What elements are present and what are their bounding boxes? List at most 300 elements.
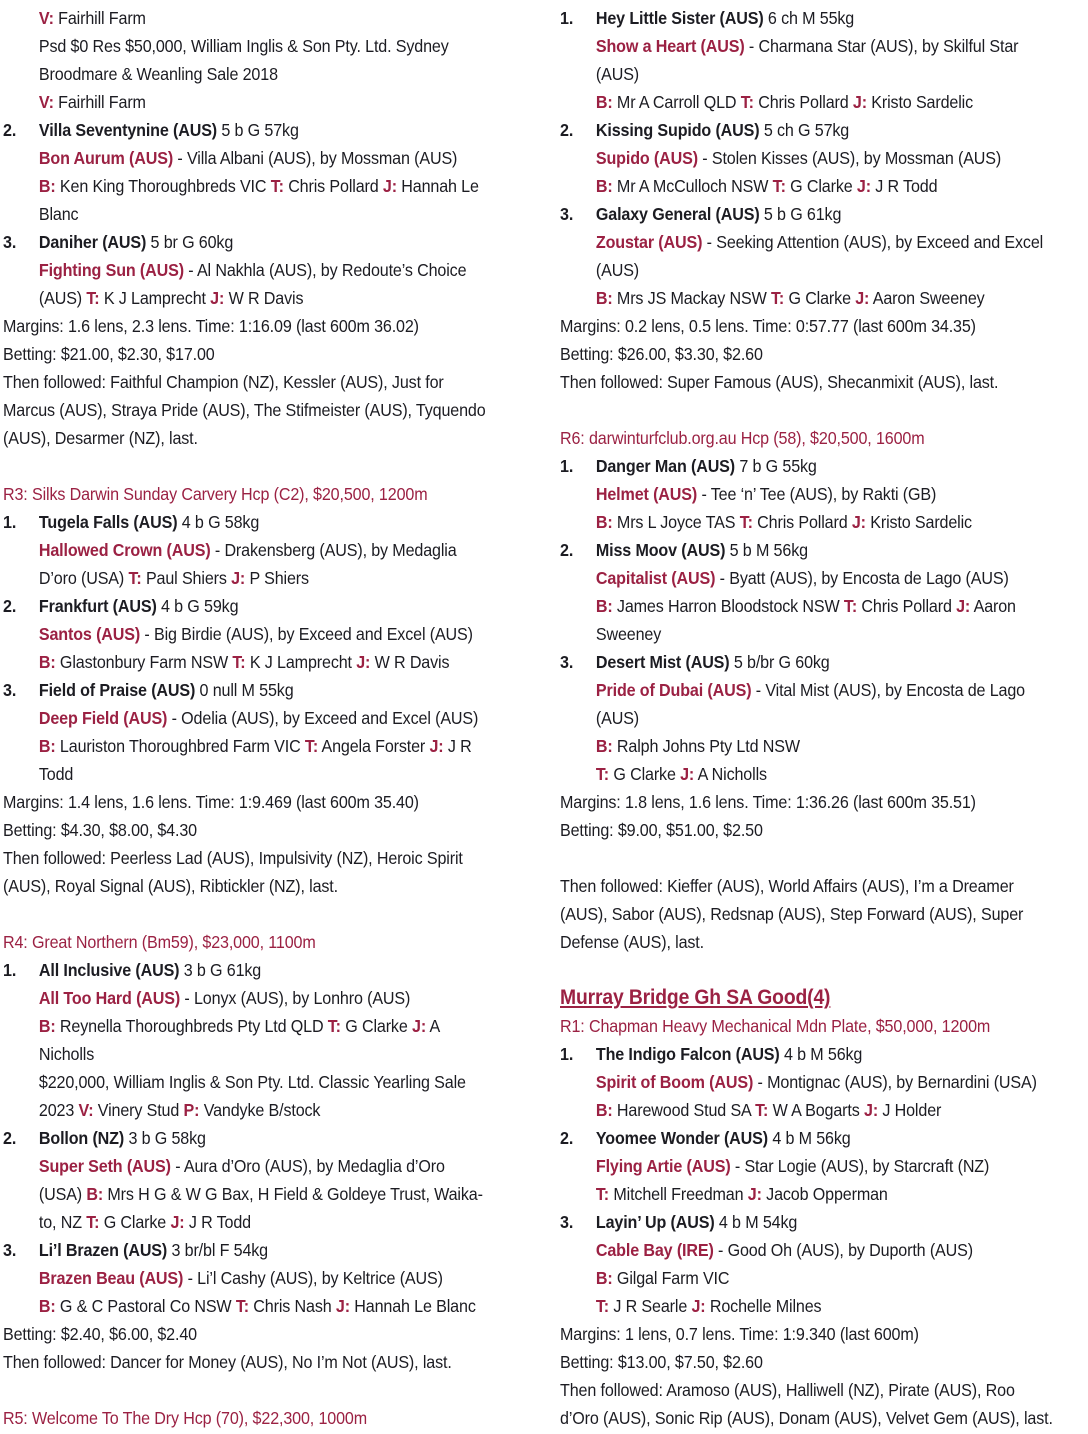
text-segment: Lauriston Thoroughbred Farm VIC <box>55 736 305 756</box>
text-segment: Bollon (NZ) <box>38 1128 125 1148</box>
text-segment: B: <box>595 596 613 616</box>
text-segment: D’oro (USA) <box>38 568 129 588</box>
result-entry-line <box>560 116 1046 144</box>
text-segment: Harewood Stud SA <box>612 1100 756 1120</box>
result-entry-line <box>560 452 1046 480</box>
text-segment: T: <box>595 764 610 784</box>
text-segment: Zoustar (AUS) <box>595 232 703 252</box>
blank-line <box>560 396 1046 424</box>
text-segment: Santos (AUS) <box>38 624 141 644</box>
text-segment: Betting: $4.30, $8.00, $4.30 <box>3 820 197 840</box>
text-segment: - Tee ‘n’ Tee (AUS), by Rakti (GB) <box>697 484 937 504</box>
entry-detail-line <box>560 480 1046 508</box>
text-segment: Psd $0 Res $50,000, William Inglis & Son Pty. Ltd. Sydney <box>38 36 449 56</box>
text-segment: R3: Silks Darwin Sunday Carvery Hcp (C2), $20,500, 1200m <box>3 484 428 504</box>
text-segment: Margins: 1.8 lens, 1.6 lens. Time: 1:36.26 (last 600m 35.51) <box>560 792 976 812</box>
text-segment: Vinery Stud <box>93 1100 184 1120</box>
text-segment: T: <box>270 176 284 196</box>
text-segment: T: <box>770 288 785 308</box>
text-segment: Chris Nash <box>248 1296 336 1316</box>
race-header <box>3 1404 511 1432</box>
text-segment: J Holder <box>878 1100 942 1120</box>
text-segment: Kristo Sardelic <box>866 92 974 112</box>
text-segment: (USA) <box>38 1184 87 1204</box>
entry-detail-line <box>560 760 1046 788</box>
text-segment: J: <box>855 288 870 308</box>
text-segment: G Clarke <box>609 764 681 784</box>
text-segment: J: <box>747 1184 762 1204</box>
entry-detail-line <box>560 508 1046 536</box>
text-segment: V: <box>38 8 54 28</box>
text-segment: Daniher (AUS) <box>38 232 147 252</box>
entry-number: 2. <box>560 120 574 140</box>
entry-number: 2. <box>560 540 574 560</box>
text-segment: d’Oro (AUS), Sonic Rip (AUS), Donam (AUS), Velvet Gem (AUS), last. <box>560 1408 1053 1428</box>
entry-detail-line <box>3 1040 511 1068</box>
text-segment: J R Todd <box>870 176 938 196</box>
text-segment: Supido (AUS) <box>595 148 698 168</box>
text-segment: Betting: $26.00, $3.30, $2.60 <box>560 344 763 364</box>
text-segment: W R Davis <box>224 288 304 308</box>
race-summary-line <box>560 788 1046 816</box>
text-segment: J: <box>382 176 397 196</box>
entry-number: 2. <box>3 596 17 616</box>
entry-number: 3. <box>560 1212 574 1232</box>
text-segment: J: <box>691 1296 706 1316</box>
result-entry-line <box>3 676 511 704</box>
entry-detail-line <box>3 144 511 172</box>
text-segment: R1: Chapman Heavy Mechanical Mdn Plate, $50,000, 1200m <box>560 1016 991 1036</box>
blank-line <box>3 452 511 480</box>
text-segment: J R Searle <box>609 1296 692 1316</box>
entry-detail-line <box>560 564 1046 592</box>
text-segment: Betting: $21.00, $2.30, $17.00 <box>3 344 215 364</box>
text-segment: (AUS) <box>595 260 640 280</box>
text-segment: Gilgal Farm VIC <box>612 1268 730 1288</box>
result-entry-line <box>3 956 511 984</box>
text-segment: (AUS) <box>38 288 87 308</box>
text-segment: T: <box>235 1296 249 1316</box>
entry-number: 1. <box>3 960 17 980</box>
text-segment: W A Bogarts <box>768 1100 865 1120</box>
race-summary-line <box>3 844 511 872</box>
text-segment: 4 b M 56kg <box>767 1128 851 1148</box>
text-segment: Reynella Thoroughbreds Pty Ltd QLD <box>55 1016 328 1036</box>
text-segment: - Stolen Kisses (AUS), by Mossman (AUS) <box>697 148 1002 168</box>
race-summary-line <box>560 312 1046 340</box>
entry-detail-line <box>3 1264 511 1292</box>
race-summary-line <box>3 816 511 844</box>
entry-detail-line <box>560 1292 1046 1320</box>
text-segment: Bon Aurum (AUS) <box>38 148 174 168</box>
entry-detail-line <box>560 144 1046 172</box>
entry-detail-line <box>560 256 1046 284</box>
text-segment: Mrs JS Mackay NSW <box>612 288 771 308</box>
text-segment: G Clarke <box>340 1016 413 1036</box>
text-segment: J: <box>356 652 371 672</box>
result-entry-line <box>560 1124 1046 1152</box>
text-segment: - Odelia (AUS), by Exceed and Excel (AUS) <box>167 708 479 728</box>
blank-line <box>560 956 1046 984</box>
text-segment: Pride of Dubai (AUS) <box>595 680 752 700</box>
entry-detail-line <box>560 592 1046 620</box>
text-segment: K J Lamprecht <box>245 652 357 672</box>
text-segment: Then followed: Super Famous (AUS), Shecanmixit (AUS), last. <box>560 372 999 392</box>
text-segment: Hallowed Crown (AUS) <box>38 540 211 560</box>
entry-detail-line <box>3 732 511 760</box>
entry-number: 3. <box>3 680 17 700</box>
text-segment: Aaron <box>970 596 1016 616</box>
text-segment: Angela Forster <box>318 736 430 756</box>
text-segment: Vandyke B/stock <box>199 1100 321 1120</box>
text-segment: $220,000, William Inglis & Son Pty. Ltd. Classic Yearling Sale <box>38 1072 466 1092</box>
text-segment: Then followed: Peerless Lad (AUS), Impulsivity (NZ), Heroic Spirit <box>3 848 463 868</box>
text-segment: (AUS), Desarmer (NZ), last. <box>3 428 198 448</box>
entry-detail-line <box>3 536 511 564</box>
entry-detail-line <box>3 32 511 60</box>
race-summary-line <box>560 1348 1046 1376</box>
text-segment: A Nicholls <box>694 764 767 784</box>
entry-number: 3. <box>3 232 17 252</box>
race-summary-line <box>560 1320 1046 1348</box>
race-header <box>3 928 511 956</box>
text-segment: Then followed: Dancer for Money (AUS), No I’m Not (AUS), last. <box>3 1352 452 1372</box>
entry-detail-line <box>3 256 511 284</box>
text-segment: 4 b G 58kg <box>177 512 260 532</box>
text-segment: V: <box>78 1100 94 1120</box>
text-segment: A <box>426 1016 441 1036</box>
text-segment: Super Seth (AUS) <box>38 1156 171 1176</box>
text-segment: T: <box>772 176 786 196</box>
entry-detail-line <box>560 60 1046 88</box>
text-segment: B: <box>38 1296 56 1316</box>
entry-detail-line <box>560 1180 1046 1208</box>
text-segment: J: <box>680 764 695 784</box>
entry-detail-line <box>560 620 1046 648</box>
text-segment: B: <box>595 1268 613 1288</box>
entry-number: 3. <box>3 1240 17 1260</box>
text-segment: 5 b G 57kg <box>217 120 299 140</box>
text-segment: Ken King Thoroughbreds VIC <box>55 176 271 196</box>
text-segment: Margins: 1.6 lens, 2.3 lens. Time: 1:16.09 (last 600m 36.02) <box>3 316 419 336</box>
race-summary-line <box>3 1348 511 1376</box>
text-segment: James Harron Bloodstock NSW <box>612 596 844 616</box>
result-entry-line <box>560 648 1046 676</box>
text-segment: J: <box>210 288 225 308</box>
race-header <box>560 1012 1046 1040</box>
entry-detail-line <box>3 88 511 116</box>
entry-detail-line <box>560 284 1046 312</box>
text-segment: Danger Man (AUS) <box>595 456 736 476</box>
text-segment: - Aura d’Oro (AUS), by Medaglia d’Oro <box>170 1156 445 1176</box>
entry-detail-line <box>3 1012 511 1040</box>
text-segment: Mitchell Freedman <box>609 1184 748 1204</box>
text-segment: (AUS) <box>595 708 640 728</box>
text-segment: 5 ch G 57kg <box>759 120 850 140</box>
text-segment: 5 b M 56kg <box>725 540 808 560</box>
race-summary-line <box>560 872 1046 900</box>
result-entry-line <box>560 1208 1046 1236</box>
race-summary-line <box>3 788 511 816</box>
text-segment: - Al Nakhla (AUS), by Redoute’s Choice <box>183 260 467 280</box>
text-segment: B: <box>595 736 613 756</box>
text-segment: V: <box>38 92 54 112</box>
text-segment: Margins: 1.4 lens, 1.6 lens. Time: 1:9.469 (last 600m 35.40) <box>3 792 419 812</box>
text-segment: - Big Birdie (AUS), by Exceed and Excel (AUS) <box>140 624 473 644</box>
text-segment: B: <box>38 652 56 672</box>
text-segment: K J Lamprecht <box>99 288 211 308</box>
text-segment: J: <box>412 1016 427 1036</box>
text-segment: 5 b G 61kg <box>759 204 842 224</box>
text-segment: Field of Praise (AUS) <box>38 680 196 700</box>
text-segment: All Too Hard (AUS) <box>38 988 181 1008</box>
text-segment: B: <box>38 1016 56 1036</box>
text-segment: 3 b G 61kg <box>179 960 262 980</box>
text-segment: B: <box>86 1184 104 1204</box>
entry-number: 3. <box>560 652 574 672</box>
entry-detail-line <box>560 32 1046 60</box>
text-segment: Brazen Beau (AUS) <box>38 1268 184 1288</box>
result-entry-line <box>560 200 1046 228</box>
text-segment: (AUS) <box>595 64 640 84</box>
text-segment: Blanc <box>38 204 79 224</box>
entry-detail-line <box>3 172 511 200</box>
text-segment: T: <box>755 1100 769 1120</box>
race-summary-line <box>3 1320 511 1348</box>
entry-detail-line <box>560 704 1046 732</box>
entry-detail-line <box>560 1152 1046 1180</box>
text-segment: 5 b/br G 60kg <box>729 652 830 672</box>
entry-detail-line <box>3 760 511 788</box>
text-segment: 4 b M 54kg <box>714 1212 798 1232</box>
text-segment: 5 br G 60kg <box>146 232 234 252</box>
text-segment: Kissing Supido (AUS) <box>595 120 760 140</box>
result-entry-line <box>560 4 1046 32</box>
entry-number: 1. <box>3 512 17 532</box>
text-segment: T: <box>595 1184 610 1204</box>
entry-detail-line <box>3 564 511 592</box>
text-segment: Layin’ Up (AUS) <box>595 1212 715 1232</box>
text-segment: Betting: $13.00, $7.50, $2.60 <box>560 1352 763 1372</box>
text-segment: Capitalist (AUS) <box>595 568 716 588</box>
text-segment: (AUS), Sabor (AUS), Redsnap (AUS), Step Forward (AUS), Super <box>560 904 1024 924</box>
entry-detail-line <box>3 704 511 732</box>
text-segment: 7 b G 55kg <box>735 456 817 476</box>
text-segment: J: <box>429 736 444 756</box>
text-segment: Hannah Le <box>396 176 479 196</box>
result-entry-line <box>3 1236 511 1264</box>
text-segment: - Star Logie (AUS), by Starcraft (NZ) <box>730 1156 990 1176</box>
text-segment: Aaron Sweeney <box>869 288 985 308</box>
text-segment: T: <box>740 92 754 112</box>
entry-number: 1. <box>560 8 574 28</box>
race-summary-line <box>3 312 511 340</box>
text-segment: T: <box>739 512 753 532</box>
text-segment: R6: darwinturfclub.org.au Hcp (58), $20,500, 1600m <box>560 428 925 448</box>
entry-detail-line <box>3 284 511 312</box>
entry-number: 2. <box>560 1128 574 1148</box>
result-entry-line <box>3 228 511 256</box>
entry-detail-line <box>3 984 511 1012</box>
left-column <box>3 4 555 1432</box>
entry-detail-line <box>3 648 511 676</box>
text-segment: Hannah Le Blanc <box>349 1296 476 1316</box>
race-summary-line <box>560 1404 1053 1432</box>
text-segment: 6 ch M 55kg <box>763 8 855 28</box>
text-segment: P Shiers <box>245 568 309 588</box>
result-entry-line <box>3 592 511 620</box>
text-segment: Li’l Brazen (AUS) <box>38 1240 168 1260</box>
text-segment: (AUS), Royal Signal (AUS), Ribtickler (NZ), last. <box>3 876 338 896</box>
text-segment: - Good Oh (AUS), by Duporth (AUS) <box>713 1240 973 1260</box>
text-segment: J: <box>852 92 867 112</box>
text-segment: Cable Bay (IRE) <box>595 1240 714 1260</box>
text-segment: Fighting Sun (AUS) <box>38 260 184 280</box>
text-segment: Ralph Johns Pty Ltd NSW <box>612 736 800 756</box>
text-segment: Spirit of Boom (AUS) <box>595 1072 754 1092</box>
text-segment: B: <box>595 1100 613 1120</box>
text-segment: Chris Pollard <box>752 512 852 532</box>
text-segment: Mrs L Joyce TAS <box>612 512 740 532</box>
text-segment: - Byatt (AUS), by Encosta de Lago (AUS) <box>715 568 1009 588</box>
text-segment: - Charmana Star (AUS), by Skilful Star <box>744 36 1019 56</box>
text-segment: Deep Field (AUS) <box>38 708 168 728</box>
text-segment: Helmet (AUS) <box>595 484 698 504</box>
entry-detail-line <box>3 620 511 648</box>
text-segment: J: <box>851 512 866 532</box>
result-entry-line <box>560 1040 1046 1068</box>
text-segment: 4 b M 56kg <box>779 1044 863 1064</box>
result-entry-line <box>3 1124 511 1152</box>
text-segment: R4: Great Northern (Bm59), $23,000, 1100m <box>3 932 316 952</box>
text-segment: Villa Seventynine (AUS) <box>38 120 218 140</box>
race-summary-line <box>3 872 511 900</box>
text-segment: All Inclusive (AUS) <box>38 960 180 980</box>
text-segment: Tugela Falls (AUS) <box>38 512 178 532</box>
text-segment: Mr A McCulloch NSW <box>612 176 773 196</box>
blank-line <box>3 900 511 928</box>
text-segment: T: <box>327 1016 341 1036</box>
race-header <box>3 480 511 508</box>
blank-line <box>3 1376 511 1404</box>
entry-number: 2. <box>3 120 17 140</box>
text-segment: to, NZ <box>38 1212 87 1232</box>
race-header <box>560 424 1046 452</box>
entry-detail-line <box>560 1236 1046 1264</box>
right-column <box>560 4 1088 1432</box>
entry-detail-line <box>3 1068 511 1096</box>
text-segment: - Drakensberg (AUS), by Medaglia <box>210 540 457 560</box>
result-entry-line <box>560 536 1046 564</box>
text-segment: - Villa Albani (AUS), by Mossman (AUS) <box>173 148 458 168</box>
text-segment: Jacob Opperman <box>761 1184 888 1204</box>
text-segment: Kristo Sardelic <box>865 512 972 532</box>
race-summary-line <box>560 928 1046 956</box>
entry-number: 1. <box>560 456 574 476</box>
text-segment: Hey Little Sister (AUS) <box>595 8 764 28</box>
entry-detail-line <box>3 1292 511 1320</box>
text-segment: Betting: $2.40, $6.00, $2.40 <box>3 1324 197 1344</box>
text-segment: Mrs H G & W G Bax, H Field & Goldeye Trust, Waika- <box>103 1184 483 1204</box>
entry-detail-line <box>560 1096 1046 1124</box>
text-segment: J: <box>864 1100 879 1120</box>
text-segment: Margins: 0.2 lens, 0.5 lens. Time: 0:57.77 (last 600m 34.35) <box>560 316 976 336</box>
text-segment: Miss Moov (AUS) <box>595 540 726 560</box>
text-segment: R5: Welcome To The Dry Hcp (70), $22,300, 1000m <box>3 1408 368 1428</box>
text-segment: Chris Pollard <box>857 596 957 616</box>
text-segment: J: <box>956 596 971 616</box>
race-summary-line <box>560 368 1046 396</box>
text-segment: B: <box>595 92 613 112</box>
text-segment: Glastonbury Farm NSW <box>55 652 233 672</box>
text-segment: - Li’l Cashy (AUS), by Keltrice (AUS) <box>183 1268 443 1288</box>
text-segment: Then followed: Kieffer (AUS), World Affairs (AUS), I’m a Dreamer <box>560 876 1014 896</box>
entry-number: 1. <box>560 1044 574 1064</box>
entry-detail-line <box>3 1152 511 1180</box>
entry-detail-line <box>560 732 1046 760</box>
entry-detail-line <box>3 4 511 32</box>
text-segment: J R <box>443 736 472 756</box>
text-segment: W R Davis <box>370 652 450 672</box>
text-segment: B: <box>595 176 613 196</box>
text-segment: 3 b G 58kg <box>124 1128 206 1148</box>
blank-line <box>560 844 1046 872</box>
entry-detail-line <box>3 60 511 88</box>
text-segment: T: <box>128 568 142 588</box>
text-segment: Todd <box>38 764 74 784</box>
text-segment: - Seeking Attention (AUS), by Exceed and Excel <box>702 232 1044 252</box>
text-segment: G Clarke <box>785 176 857 196</box>
text-segment: Chris Pollard <box>753 92 853 112</box>
text-segment: - Vital Mist (AUS), by Encosta de Lago <box>751 680 1025 700</box>
meeting-header[interactable] <box>560 984 1046 1012</box>
text-segment: Galaxy General (AUS) <box>595 204 760 224</box>
text-segment: Nicholls <box>38 1044 95 1064</box>
race-summary-line <box>3 340 511 368</box>
text-segment: B: <box>595 288 613 308</box>
text-segment: P: <box>183 1100 200 1120</box>
text-segment: Flying Artie (AUS) <box>595 1156 731 1176</box>
entry-number: 2. <box>3 1128 17 1148</box>
text-segment: Fairhill Farm <box>53 92 146 112</box>
race-summary-line <box>560 1376 1046 1404</box>
race-summary-line <box>3 424 511 452</box>
text-segment: G & C Pastoral Co NSW <box>55 1296 236 1316</box>
text-segment: G Clarke <box>784 288 856 308</box>
text-segment: B: <box>38 176 56 196</box>
text-segment: Margins: 1 lens, 0.7 lens. Time: 1:9.340 (last 600m) <box>560 1324 919 1344</box>
text-segment: Defense (AUS), last. <box>560 932 704 952</box>
text-segment: Betting: $9.00, $51.00, $2.50 <box>560 820 763 840</box>
entry-detail-line <box>3 200 511 228</box>
text-segment: J R Todd <box>184 1212 251 1232</box>
text-segment: Paul Shiers <box>141 568 232 588</box>
text-segment: - Lonyx (AUS), by Lonhro (AUS) <box>180 988 411 1008</box>
text-segment: T: <box>232 652 246 672</box>
text-segment: 4 b G 59kg <box>156 596 239 616</box>
text-segment: T: <box>86 288 100 308</box>
text-segment: Broodmare & Weanling Sale 2018 <box>38 64 278 84</box>
text-segment: 0 null M 55kg <box>195 680 294 700</box>
text-segment: J: <box>856 176 871 196</box>
text-segment: Then followed: Faithful Champion (NZ), Kessler (AUS), Just for <box>3 372 444 392</box>
text-segment: The Indigo Falcon (AUS) <box>595 1044 780 1064</box>
text-segment: J: <box>231 568 246 588</box>
text-segment: Fairhill Farm <box>53 8 146 28</box>
text-segment: Frankfurt (AUS) <box>38 596 157 616</box>
entry-detail-line <box>560 1068 1046 1096</box>
race-summary-line <box>560 816 1046 844</box>
